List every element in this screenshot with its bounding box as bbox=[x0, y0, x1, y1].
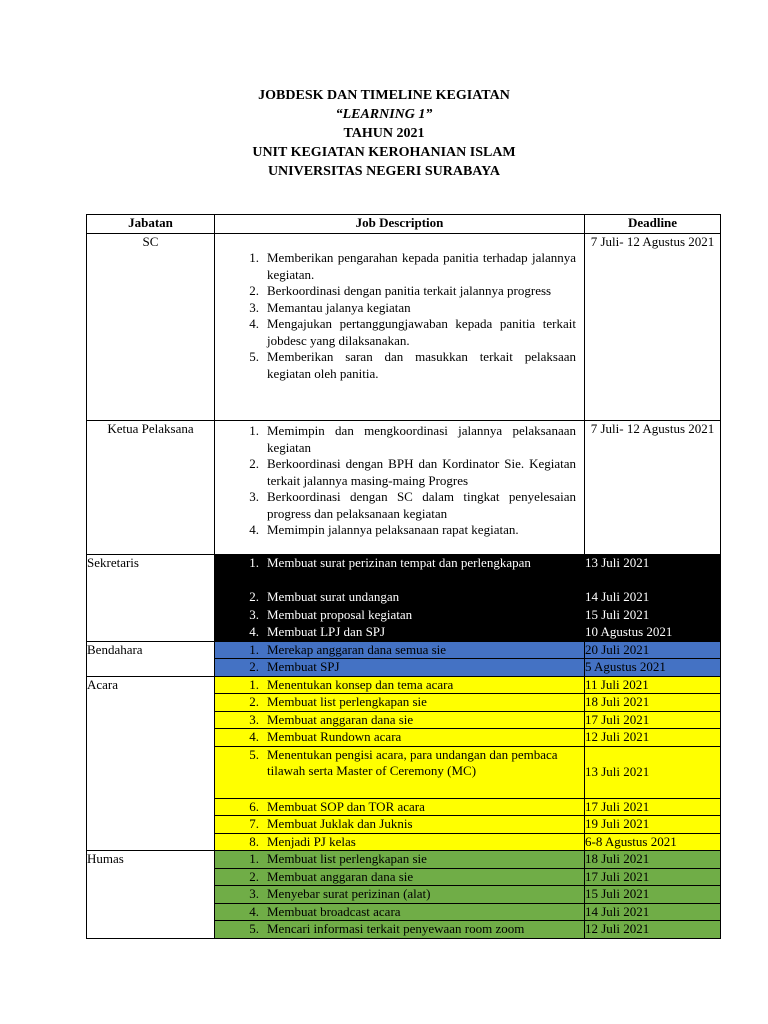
job-description-sekretaris-1: 1. Membuat surat perizinan tempat dan perlengkapan bbox=[215, 555, 585, 589]
deadline-acara-7: 19 Juli 2021 bbox=[585, 816, 721, 834]
job-description-acara-3: 3. Membuat anggaran dana sie bbox=[215, 711, 585, 729]
list-item: 1. Memberikan pengarahan kepada panitia terhadap jalannya kegiatan. bbox=[249, 250, 576, 282]
heading-line-5: UNIVERSITAS NEGERI SURABAYA bbox=[267, 164, 501, 179]
table-header-row bbox=[87, 215, 721, 234]
deadline-bendahara-2: 5 Agustus 2021 bbox=[585, 659, 721, 677]
role-bendahara: Bendahara bbox=[87, 641, 215, 676]
job-description-acara-2: 2. Membuat list perlengkapan sie bbox=[215, 694, 585, 712]
role-humas: Humas bbox=[87, 851, 215, 939]
job-description-acara-8: 8. Menjadi PJ kelas bbox=[215, 833, 585, 851]
jobdesk-table bbox=[86, 214, 721, 939]
job-description-humas-5: 5. Mencari informasi terkait penyewaan room zoom bbox=[215, 921, 585, 939]
job-description-humas-4: 4. Membuat broadcast acara bbox=[215, 903, 585, 921]
role-ketua-pelaksana: Ketua Pelaksana bbox=[87, 421, 215, 555]
deadline-acara-6: 17 Juli 2021 bbox=[585, 798, 721, 816]
deadline-acara-2: 18 Juli 2021 bbox=[585, 694, 721, 712]
table-row-bendahara-item bbox=[87, 641, 721, 659]
column-header-deadline: Deadline bbox=[585, 215, 721, 234]
job-description-acara-1: 1. Menentukan konsep dan tema acara bbox=[215, 676, 585, 694]
list-item: 4. Mengajukan pertanggungjawaban kepada panitia terkait jobdesc yang dilaksanakan. bbox=[249, 316, 576, 348]
heading-line-1: JOBDESK DAN TIMELINE KEGIATAN bbox=[258, 88, 510, 103]
job-description-acara-4: 4. Membuat Rundown acara bbox=[215, 729, 585, 747]
deadline-ketua-pelaksana: 7 Juli- 12 Agustus 2021 bbox=[585, 421, 721, 555]
heading-line-3: TAHUN 2021 bbox=[343, 126, 425, 141]
table-row-acara-item bbox=[87, 676, 721, 694]
deadline-acara-4: 12 Juli 2021 bbox=[585, 729, 721, 747]
heading-line-2: “LEARNING 1” bbox=[335, 107, 433, 122]
deadline-humas-4: 14 Juli 2021 bbox=[585, 903, 721, 921]
deadline-acara-3: 17 Juli 2021 bbox=[585, 711, 721, 729]
job-description-acara-5: 5. Menentukan pengisi acara, para undangan dan pembaca tilawah serta Master of Ceremony (MC) bbox=[215, 746, 585, 798]
deadline-acara-1: 11 Juli 2021 bbox=[585, 676, 721, 694]
deadline-humas-5: 12 Juli 2021 bbox=[585, 921, 721, 939]
document-heading bbox=[0, 86, 768, 181]
deadline-acara-8: 6-8 Agustus 2021 bbox=[585, 833, 721, 851]
job-description-sekretaris-4: 4. Membuat LPJ dan SPJ bbox=[215, 624, 585, 642]
job-description-acara-6: 6. Membuat SOP dan TOR acara bbox=[215, 798, 585, 816]
role-acara: Acara bbox=[87, 676, 215, 851]
list-item: 4. Memimpin jalannya pelaksanaan rapat kegiatan. bbox=[249, 522, 519, 537]
deadline-sekretaris-2: 14 Juli 2021 bbox=[585, 589, 721, 607]
deadline-humas-3: 15 Juli 2021 bbox=[585, 886, 721, 904]
job-description-bendahara-2: 2. Membuat SPJ bbox=[215, 659, 585, 677]
job-description-acara-7: 7. Membuat Juklak dan Juknis bbox=[215, 816, 585, 834]
role-sekretaris: Sekretaris bbox=[87, 555, 215, 642]
list-item: 1. Memimpin dan mengkoordinasi jalannya pelaksanaan kegiatan bbox=[249, 423, 576, 455]
job-description-sekretaris-2: 2. Membuat surat undangan bbox=[215, 589, 585, 607]
table-row-ketua-pelaksana bbox=[87, 421, 721, 555]
table-row-sc bbox=[87, 234, 721, 421]
job-description-sc bbox=[215, 234, 585, 421]
job-description-sekretaris-3: 3. Membuat proposal kegiatan bbox=[215, 606, 585, 624]
list-item: 2. Berkoordinasi dengan BPH dan Kordinator Sie. Kegiatan terkait jalannya masing-maing Progres bbox=[249, 456, 576, 488]
deadline-bendahara-1: 20 Juli 2021 bbox=[585, 641, 721, 659]
deadline-acara-5: 13 Juli 2021 bbox=[585, 746, 721, 798]
table-row-humas-item bbox=[87, 851, 721, 869]
deadline-sekretaris-4: 10 Agustus 2021 bbox=[585, 624, 721, 642]
job-description-ketua-pelaksana bbox=[215, 421, 585, 555]
list-item: 5. Memberikan saran dan masukkan terkait pelaksaan kegiatan oleh panitia. bbox=[249, 349, 576, 381]
job-description-humas-1: 1. Membuat list perlengkapan sie bbox=[215, 851, 585, 869]
job-description-bendahara-1: 1. Merekap anggaran dana semua sie bbox=[215, 641, 585, 659]
list-item: 3. Berkoordinasi dengan SC dalam tingkat penyelesaian progress dan pelaksanaan kegiatan bbox=[249, 489, 576, 521]
deadline-humas-1: 18 Juli 2021 bbox=[585, 851, 721, 869]
job-description-humas-2: 2. Membuat anggaran dana sie bbox=[215, 868, 585, 886]
list-item: 2. Berkoordinasi dengan panitia terkait jalannya progress bbox=[249, 283, 552, 298]
list-item: 3. Memantau jalanya kegiatan bbox=[249, 299, 411, 315]
deadline-humas-2: 17 Juli 2021 bbox=[585, 868, 721, 886]
column-header-job-description: Job Description bbox=[215, 215, 585, 234]
column-header-jabatan: Jabatan bbox=[87, 215, 215, 234]
job-description-humas-3: 3. Menyebar surat perizinan (alat) bbox=[215, 886, 585, 904]
deadline-sc: 7 Juli- 12 Agustus 2021 bbox=[585, 234, 721, 421]
heading-line-4: UNIT KEGIATAN KEROHANIAN ISLAM bbox=[252, 145, 516, 160]
role-sc: SC bbox=[87, 234, 215, 421]
deadline-sekretaris-1: 13 Juli 2021 bbox=[585, 555, 721, 589]
deadline-sekretaris-3: 15 Juli 2021 bbox=[585, 606, 721, 624]
table-row-sekretaris-item bbox=[87, 555, 721, 589]
